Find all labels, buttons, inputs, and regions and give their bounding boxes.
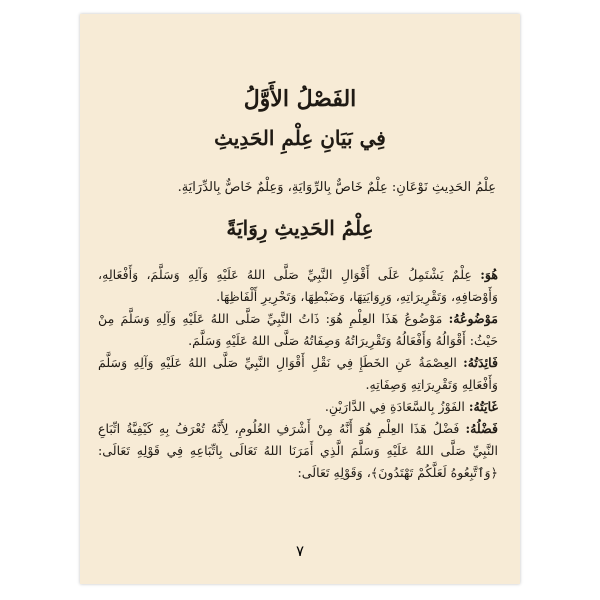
chapter-subtitle: فِي بَيَانِ عِلْمِ الحَدِيثِ [214, 126, 386, 150]
paragraph-text: مَوْضُوعُ هَذَا العِلْمِ هُوَ: ذَاتُ النَّبِيِّ صَلَّى اللهُ عَلَيْهِ وَآلِهِ وَسَلَّمَ مِنْ حَيْثُ: أَقْوَالُهُ وَأَفْعَالُهُ وَتَقْرِيرَاتُهُ وَصِفَاتُهُ صَلَّى اللهُ عَلَيْهِ وَسَلَّمَ. [98, 311, 498, 348]
paragraph-virtue [98, 418, 498, 484]
paragraph-text: عِلْمٌ يَشْتَمِلُ عَلَى أَقْوَالِ النَّبِيِّ صَلَّى اللهُ عَلَيْهِ وَآلِهِ وَسَلَّمَ، وَأَفْعَالِهِ، وَأَوْصَافِهِ، وَتَقْرِيرَاتِهِ، وَرِوَايَتِهَا، وَضَبْطِهَا، وَتَحْرِيرِ أَلْفَاظِهَا. [98, 267, 498, 304]
chapter-title: الفَصْلُ الأَوَّلُ [243, 86, 357, 112]
page-number: ٧ [295, 542, 305, 560]
paragraph-label: غَايَتُهُ: [468, 399, 498, 414]
paragraph-definition [98, 264, 498, 308]
paragraph-label: فَائِدَتُهُ: [463, 355, 498, 370]
paragraph-text: الفَوْزُ بِالسَّعَادَةِ فِي الدَّارَيْنِ. [324, 399, 469, 414]
paragraph-goal [98, 396, 498, 418]
section-title: عِلْمُ الحَدِيثِ رِوَايَةً [226, 216, 374, 240]
body-text [98, 264, 498, 484]
paragraph-label: مَوْضُوعُهُ: [448, 311, 498, 326]
paragraph-text: فَضْلُ هَذَا العِلْمِ هُوَ أَنَّهُ مِنْ أَشْرَفِ العُلُومِ، لِأَنَّهُ تُعْرَفُ بِهِ كَيْفِيَّةُ اتِّبَاعِ النَّبِيِّ صَلَّى اللهُ عَلَيْهِ وَسَلَّمَ الَّذِي أَمَرَنَا اللهُ تَعَالَى بِاتِّبَاعِهِ فِي قَوْلِهِ تَعَالَى: ﴿وَٱتَّبِعُوهُ لَعَلَّكُمْ تَهْتَدُونَ﴾، وَقَوْلِهِ تَعَالَى: [98, 421, 498, 480]
intro-text: عِلْمُ الحَدِيثِ نَوْعَانِ: عِلْمٌ خَاصٌّ بِالرِّوَايَةِ، وَعِلْمٌ خَاصٌّ بِالدِّرَايَةِ. [177, 180, 496, 195]
paragraph-subject [98, 308, 498, 352]
paragraph-text: العِصْمَةُ عَنِ الخَطَإِ فِي نَقْلِ أَقْوَالِ النَّبِيِّ صَلَّى اللهُ عَلَيْهِ وَآلِهِ وَسَلَّمَ وَأَفْعَالِهِ وَتَقْرِيرَاتِهِ وَصِفَاتِهِ. [98, 355, 498, 392]
paragraph-benefit [98, 352, 498, 396]
book-page [80, 14, 520, 584]
paragraph-label: هُوَ: [480, 267, 498, 282]
paragraph-label: فَضْلُهُ: [465, 421, 498, 436]
